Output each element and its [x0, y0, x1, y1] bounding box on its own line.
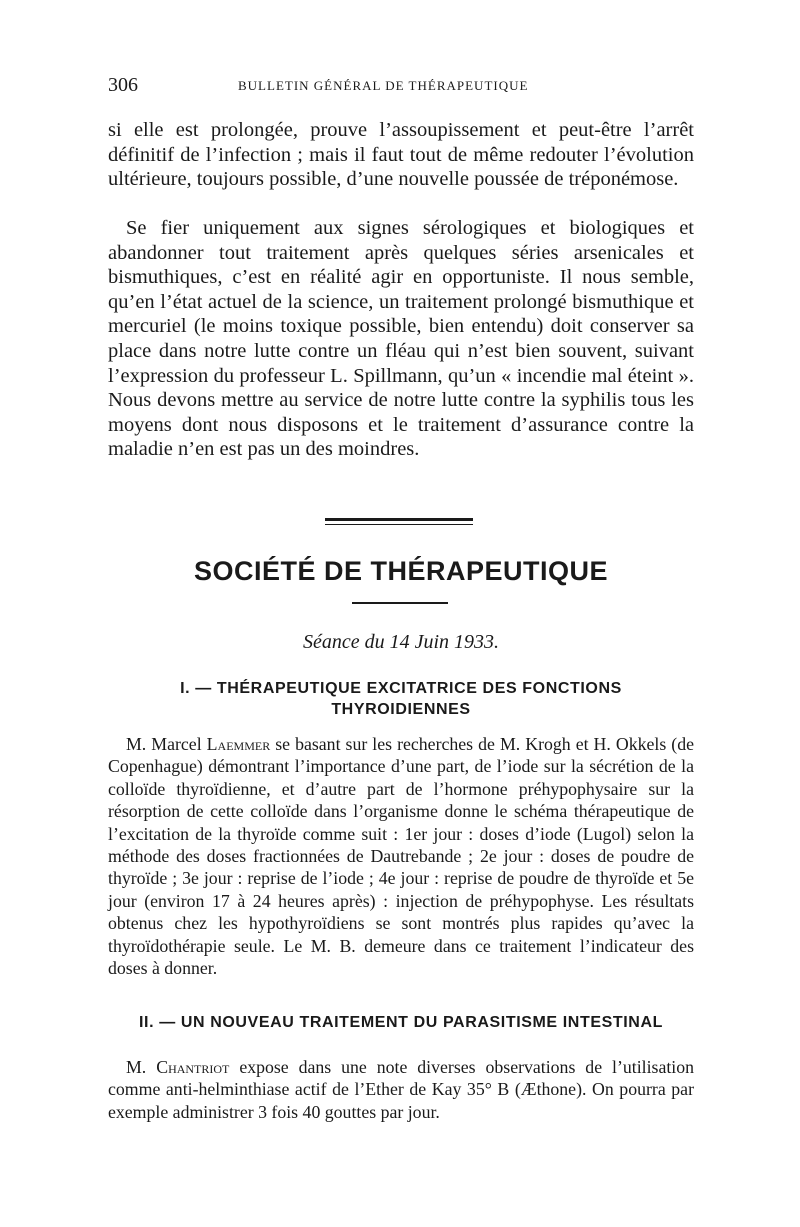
paragraph-opportunism: Se fier uniquement aux signes sérologiques et biologiques et abandonner tout traitement après quelques séries arsenicales et bismuthiques, c’est en réalité agir en opportuniste. Il nous semble, qu’en l’état actuel de la science, un traitement prolongé bismuthique et mercuriel (le moins toxique possible, bien entendu) doit conserver sa place dans notre lutte contre un fléau qui n’est bien souvent, suivant l’expression du professeur L. Spillmann, qu’un « incendie mal éteint ». Nous devons mettre au service de notre lutte contre la syphilis tous les moyens dont nous disposons et le traitement d’assurance contre la maladie n’en est pas un des moindres. [108, 217, 694, 461]
item-1-text: se basant sur les recherches de M. Krogh et H. Okkels (de Copenhague) démontrant l’importance d’une part, de l’iode sur la sécrétion de la colloïde thyroïdienne, et d’autre part de l’hormone préhypophysaire sur la résorption de cette colloïde dans l’organisme donne le schéma thérapeutique de l’excitation de la thyroïde comme suit : 1er jour : doses d’iode (Lugol) selon la méthode des doses fractionnées de Dautrebande ; 2e jour : doses de poudre de thyroïde ; 3e jour : reprise de l’iode ; 4e jour : reprise de poudre de thyroïde et 5e jour (environ 17 à 24 heures après) : injection de préhypophyse. Les résultats obtenus chez les hypothyroïdiens se sont montrés plus rapides qu’avec la thyroïdothérapie seule. Le M. B. demeure dans ce traitement l’indicateur des doses à donner. [108, 734, 694, 979]
item-2-speaker-prefix: M. [126, 1057, 147, 1077]
item-2-speaker-name: Chantriot [156, 1057, 230, 1077]
separator-rule-thick [325, 518, 473, 521]
page-header [108, 74, 708, 98]
item-1-speaker-prefix: M. Marcel [126, 734, 202, 754]
item-2-text: expose dans une note diverses observations de l’utilisation comme anti-helminthiase actif de l’Ether de Kay 35° B (Æthone). On pourra par exemple administrer 3 fois 40 gouttes par jour. [108, 1057, 694, 1122]
session-date: Séance du 14 Juin 1933. [302, 631, 500, 653]
page-number: 306 [108, 74, 138, 96]
item-2-paragraph [108, 1056, 694, 1123]
running-head: BULLETIN GÉNÉRAL DE THÉRAPEUTIQUE [238, 78, 529, 93]
section-title: SOCIÉTÉ DE THÉRAPEUTIQUE [193, 556, 609, 586]
item-1-speaker-name: Laemmer [206, 734, 271, 754]
title-underline [352, 602, 448, 604]
separator-rule-thin [325, 524, 473, 525]
item-1-heading: I. — THÉRAPEUTIQUE EXCITATRICE DES FONCTIONS THYROIDIENNES [180, 680, 622, 718]
item-1-paragraph [108, 733, 694, 979]
item-2-heading: II. — UN NOUVEAU TRAITEMENT DU PARASITISME INTESTINAL [139, 1014, 663, 1031]
paragraph-continued: si elle est prolongée, prouve l’assoupissement et peut-être l’arrêt définitif de l’infection ; mais il faut tout de même redouter l’évolution ultérieure, toujours possible, d’une nouvelle poussée de tréponémose. [108, 119, 694, 191]
